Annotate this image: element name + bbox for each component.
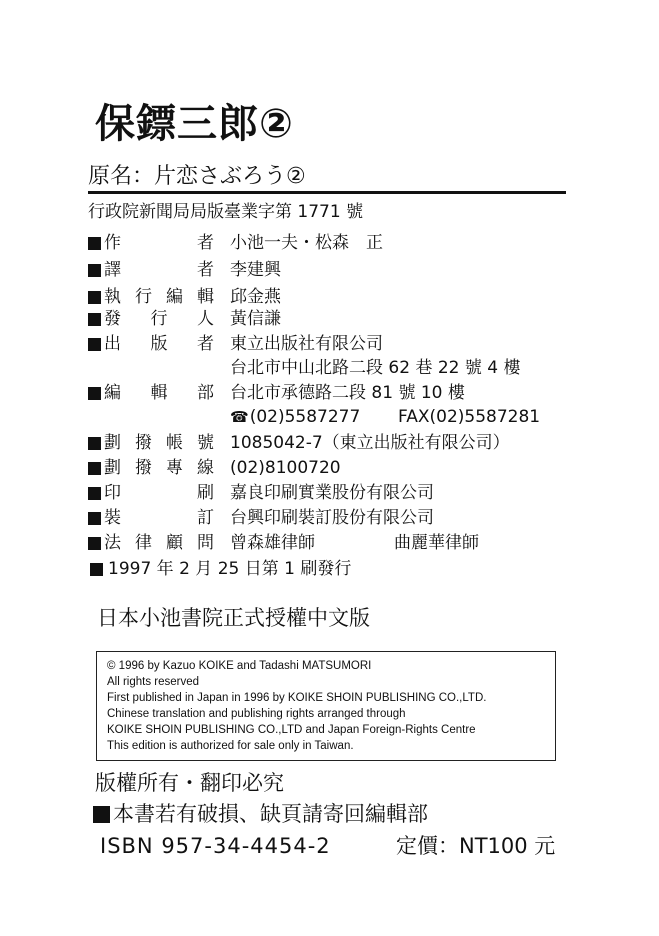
bullet-square [88, 537, 101, 550]
bullet-square [90, 563, 103, 576]
damaged-notice: 本書若有破損、缺頁請寄回編輯部 [113, 802, 428, 826]
credit-value: 台興印刷裝訂股份有限公司 [230, 508, 434, 528]
bullet-square [88, 313, 101, 326]
authorization-statement: 日本小池書院正式授權中文版 [97, 606, 370, 630]
copyright-line: All rights reserved [107, 676, 200, 688]
credit-label: 劃撥帳號 [104, 433, 214, 453]
bullet-square [88, 387, 101, 400]
credit-label: 譯 者 [104, 260, 214, 280]
credit-label: 執行編輯 [104, 287, 214, 307]
credit-value: 台北市承德路二段 81 號 10 樓 [230, 383, 465, 403]
bullet-square [88, 338, 101, 351]
copyright-line: Chinese translation and publishing rights arranged through [107, 708, 406, 720]
credit-value: 嘉良印刷實業股份有限公司 [230, 483, 434, 503]
copyright-line: This edition is authorized for sale only in Taiwan. [107, 740, 354, 752]
credit-label: 編 輯 部 [104, 383, 214, 403]
phone-number [230, 404, 360, 430]
copyright-box [96, 651, 556, 761]
fax-number: FAX(02)5587281 [398, 407, 541, 427]
credit-label: 出 版 者 [104, 334, 214, 354]
credit-label: 裝 訂 [104, 508, 214, 528]
book-title: 保鏢三郎② [95, 101, 294, 147]
credit-label: 發 行 人 [104, 309, 214, 329]
publisher-address: 台北市中山北路二段 62 巷 22 號 4 樓 [230, 358, 521, 378]
credit-value: 黃信謙 [230, 309, 281, 329]
credit-value: 小池一夫・松森 正 [230, 233, 383, 253]
phone-text: (02)5587277 [249, 407, 361, 427]
price: 定價：NT100 元 [396, 834, 556, 858]
bullet-square [88, 487, 101, 500]
telephone-icon: ☎ [230, 408, 249, 426]
publish-date: 1997 年 2 月 25 日第 1 刷發行 [108, 559, 352, 579]
credit-value: (02)8100720 [230, 458, 341, 478]
credit-label: 作 者 [104, 233, 214, 253]
credit-value: 曾森雄律師 [230, 533, 315, 553]
credit-value: 李建興 [230, 260, 281, 280]
bullet-square [88, 264, 101, 277]
copyright-line: First published in Japan in 1996 by KOIKE SHOIN PUBLISHING CO.,LTD. [107, 692, 487, 704]
bullet-square [88, 512, 101, 525]
copyright-line: © 1996 by Kazuo KOIKE and Tadashi MATSUMORI [107, 660, 372, 672]
bullet-square [88, 437, 101, 450]
isbn: ISBN 957-34-4454-2 [100, 834, 331, 858]
credit-value-extra: 曲麗華律師 [394, 533, 479, 553]
bullet-square [88, 291, 101, 304]
credit-value: 東立出版社有限公司 [230, 334, 383, 354]
original-title: 原名：片恋さぶろう② [88, 164, 306, 189]
bullet-square [88, 237, 101, 250]
credit-label: 劃撥專線 [104, 458, 214, 478]
credit-value: 1085042-7（東立出版社有限公司） [230, 433, 510, 453]
credit-value: 邱金燕 [230, 287, 281, 307]
title-divider [88, 191, 566, 194]
copyright-line: KOIKE SHOIN PUBLISHING CO.,LTD and Japan Foreign-Rights Centre [107, 724, 476, 736]
license-number: 行政院新聞局局版臺業字第 1771 號 [88, 202, 364, 222]
bullet-square [93, 806, 110, 823]
credit-label: 印 刷 [104, 483, 214, 503]
rights-reserved: 版權所有・翻印必究 [95, 771, 284, 795]
credit-label: 法律顧問 [104, 533, 214, 553]
bullet-square [88, 462, 101, 475]
